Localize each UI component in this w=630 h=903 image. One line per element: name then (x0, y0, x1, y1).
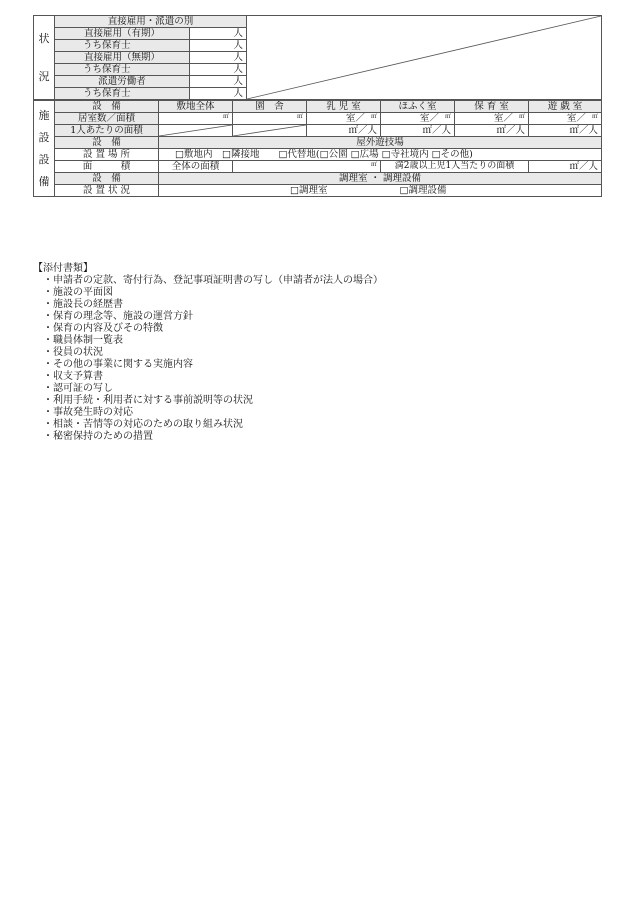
area-label: 面 積 (55, 161, 159, 173)
staff-status-table (33, 15, 602, 100)
col-playroom: 遊 戯 室 (529, 101, 602, 113)
row-label-direct-fixed: 直接雇用（有期） (55, 28, 190, 40)
crawling-per-person-input[interactable]: ㎡／人 (381, 125, 455, 137)
col-crawling-room: ほふく室 (381, 101, 455, 113)
col-infant-room: 乳 児 室 (307, 101, 381, 113)
col-site: 敷地全体 (159, 101, 233, 113)
count-input-dispatched-nursery[interactable]: 人 (190, 88, 247, 100)
col-nursery-room: 保 育 室 (455, 101, 529, 113)
location-label: 設 置 場 所 (55, 149, 159, 161)
cooking-status-options (159, 185, 602, 197)
row-label-dispatched: 派遣労働者 (55, 76, 190, 88)
employment-type-header: 直接雇用・派遣の別 (55, 16, 247, 28)
attachments-section (33, 263, 383, 443)
playroom-input[interactable]: 室／ ㎡ (529, 113, 602, 125)
playroom-per-person-input[interactable]: ㎡／人 (529, 125, 602, 137)
facility-table (33, 100, 602, 197)
row-label-direct-fixed-nursery: うち保育士 (55, 40, 190, 52)
total-area-input[interactable]: ㎡ (233, 161, 381, 173)
count-input-direct-fixed[interactable]: 人 (190, 28, 247, 40)
crawling-room-input[interactable]: 室／ ㎡ (381, 113, 455, 125)
infant-per-person-input[interactable]: ㎡／人 (307, 125, 381, 137)
outdoor-playground-title: 屋外遊技場 (159, 137, 602, 149)
list-item: ・収支予算書 (43, 371, 103, 382)
list-item: ・施設長の経歴書 (43, 299, 123, 310)
list-item: ・事故発生時の対応 (43, 407, 133, 418)
count-input-dispatched[interactable]: 人 (190, 76, 247, 88)
per-child-area-input[interactable]: ㎡／人 (529, 161, 602, 173)
list-item: ・保育の理念等、施設の運営方針 (43, 311, 193, 322)
cooking-room-checkbox[interactable]: □調理室 (290, 185, 328, 196)
col-building: 園 舎 (233, 101, 307, 113)
nursery-room-input[interactable]: 室／ ㎡ (455, 113, 529, 125)
count-input-direct-permanent[interactable]: 人 (190, 52, 247, 64)
cooking-equipment-header: 設 備 (55, 173, 159, 185)
row-label-dispatched-nursery: うち保育士 (55, 88, 190, 100)
form-page (33, 15, 601, 197)
attachments-list (33, 275, 383, 443)
cooking-facility-checkbox[interactable]: □調理設備 (399, 185, 447, 196)
status-blank-area (247, 16, 602, 100)
list-item: ・施設の平面図 (43, 287, 113, 298)
site-area-input[interactable]: ㎡ (159, 113, 233, 125)
list-item: ・職員体制一覧表 (43, 335, 123, 346)
rooms-area-label: 居室数／面積 (55, 113, 159, 125)
cooking-status-label: 設 置 状 況 (55, 185, 159, 197)
total-area-label: 全体の面積 (159, 161, 233, 173)
count-input-direct-permanent-nursery[interactable]: 人 (190, 64, 247, 76)
list-item: ・相談・苦情等の対応のための取り組み状況 (43, 419, 243, 430)
diagonal-line (247, 16, 601, 99)
diagonal-line (233, 125, 306, 136)
list-item: ・秘密保持のための措置 (43, 431, 153, 442)
count-input-direct-fixed-nursery[interactable]: 人 (190, 40, 247, 52)
status-side-label: 状 況 (34, 16, 55, 100)
list-item: ・その他の事業に関する実施内容 (43, 359, 193, 370)
building-area-input[interactable]: ㎡ (233, 113, 307, 125)
site-per-person-blank (159, 125, 233, 137)
list-item: ・認可証の写し (43, 383, 113, 394)
equipment-header: 設 備 (55, 101, 159, 113)
building-per-person-blank (233, 125, 307, 137)
nursery-per-person-input[interactable]: ㎡／人 (455, 125, 529, 137)
outdoor-equipment-header: 設 備 (55, 137, 159, 149)
cooking-title: 調理室 ・ 調理設備 (159, 173, 602, 185)
list-item: ・利用手続・利用者に対する事前説明等の状況 (43, 395, 253, 406)
per-person-area-label: 1人あたりの面積 (55, 125, 159, 137)
infant-room-input[interactable]: 室／ ㎡ (307, 113, 381, 125)
location-options[interactable]: □敷地内 □隣接地 □代替地(□公園 □広場 □寺社境内 □その他) (159, 149, 602, 161)
list-item: ・保育の内容及びその特徴 (43, 323, 163, 334)
facility-side-label: 施 設 設 備 (34, 101, 55, 197)
list-item: ・役員の状況 (43, 347, 103, 358)
diagonal-line (159, 125, 232, 136)
row-label-direct-permanent-nursery: うち保育士 (55, 64, 190, 76)
list-item: ・申請者の定款、寄付行為、登記事項証明書の写し（申請者が法人の場合） (43, 275, 383, 286)
per-child-area-label: 満2歳以上児1人当たりの面積 (381, 161, 529, 173)
attachments-title: 【添付書類】 (33, 263, 93, 274)
row-label-direct-permanent: 直接雇用（無期） (55, 52, 190, 64)
